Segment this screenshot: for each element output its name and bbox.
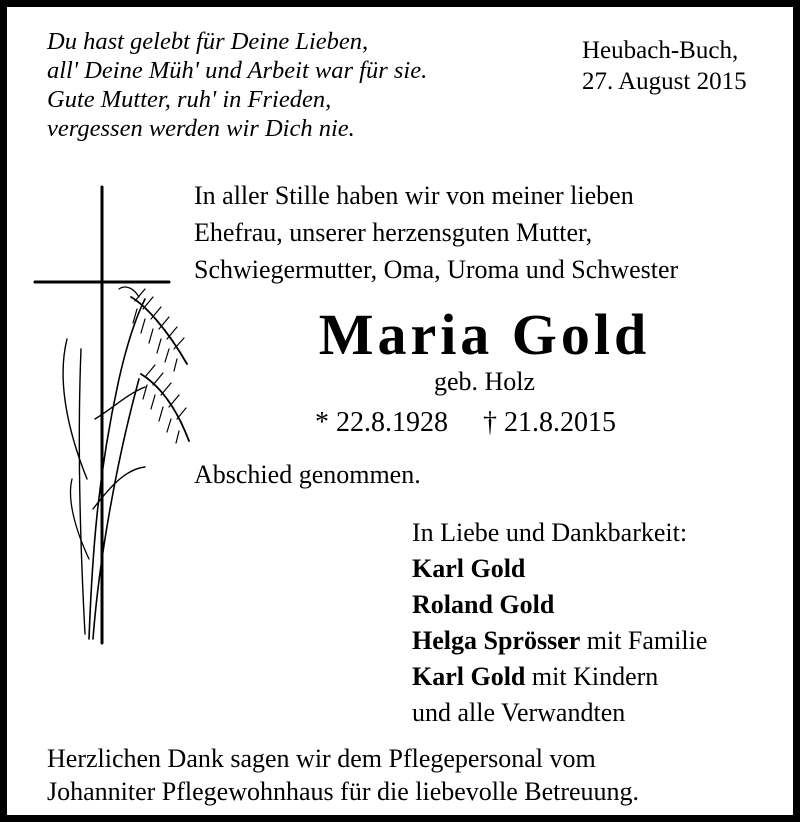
cross-with-wheat-icon bbox=[27, 179, 207, 649]
verse-line: Du hast gelebt für Deine Lieben, bbox=[47, 28, 369, 55]
memorial-verse bbox=[47, 27, 427, 143]
announcement-text bbox=[194, 177, 678, 288]
announcement-line: In aller Stille haben wir von meiner lieben bbox=[194, 181, 634, 210]
thanks-line: Johanniter Pflegewohnhaus für die liebevolle Betreuung. bbox=[47, 777, 640, 806]
mourner-suffix: mit Familie bbox=[580, 626, 708, 655]
announcement-line: Schwiegermutter, Oma, Uroma und Schwester bbox=[194, 255, 679, 284]
mourner-name: Karl Gold bbox=[412, 554, 526, 583]
thanks-text bbox=[47, 742, 639, 808]
notice-date: 27. August 2015 bbox=[582, 68, 747, 95]
mourner-name: Roland Gold bbox=[412, 590, 555, 619]
life-dates bbox=[315, 403, 616, 443]
place: Heubach-Buch, bbox=[582, 37, 739, 64]
mourner-entry bbox=[412, 623, 707, 659]
mourner-suffix: mit Kindern bbox=[525, 662, 659, 691]
mourners-heading: In Liebe und Dankbarkeit: bbox=[412, 518, 688, 547]
verse-line: vergessen werden wir Dich nie. bbox=[47, 115, 355, 142]
farewell-text: Abschied genommen. bbox=[194, 460, 421, 489]
thanks-line: Herzlichen Dank sagen wir dem Pflegepersonal vom bbox=[47, 744, 596, 773]
mourner-name: Helga Sprösser bbox=[412, 626, 581, 655]
mourner-entry bbox=[412, 551, 707, 587]
verse-line: all' Deine Müh' und Arbeit war für sie. bbox=[47, 57, 428, 84]
verse-line: Gute Mutter, ruh' in Frieden, bbox=[47, 86, 332, 113]
mourners-closing: und alle Verwandten bbox=[412, 698, 626, 727]
announcement-line: Ehefrau, unserer herzensguten Mutter, bbox=[194, 218, 593, 247]
mourner-entry bbox=[412, 587, 707, 623]
mourner-entry bbox=[412, 659, 707, 695]
place-and-date bbox=[582, 35, 747, 97]
deceased-name: Maria Gold bbox=[318, 302, 651, 367]
mourners-list bbox=[412, 515, 707, 731]
mourner-name: Karl Gold bbox=[412, 662, 526, 691]
maiden-name: geb. Holz bbox=[433, 367, 536, 396]
birth-date: * 22.8.1928 bbox=[315, 407, 448, 438]
death-date: † 21.8.2015 bbox=[483, 407, 616, 438]
